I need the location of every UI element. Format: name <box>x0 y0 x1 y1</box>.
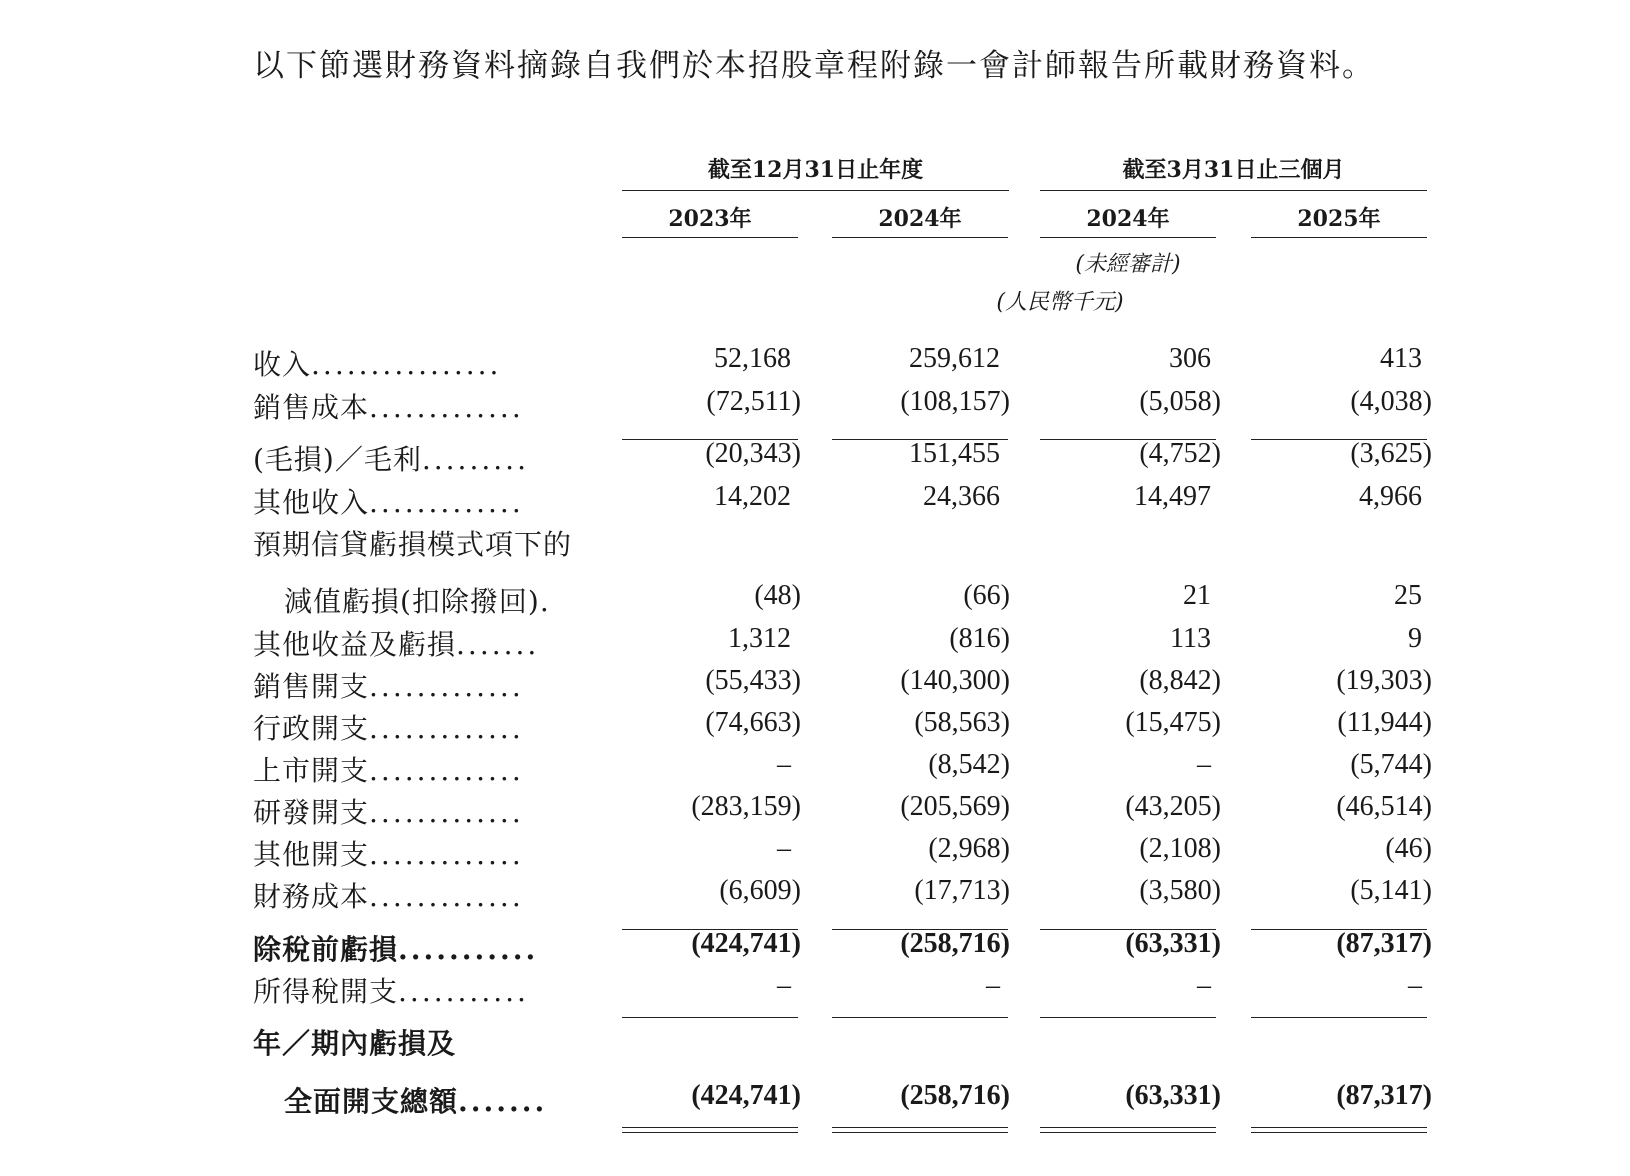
cell-value: 306 <box>1169 343 1211 374</box>
cell-value: 259,612 <box>909 343 1000 374</box>
cell-value: 413 <box>1380 343 1422 374</box>
leader-dots: ............. <box>369 712 524 745</box>
cell-value: (15,475) <box>1125 707 1221 738</box>
cell-value: (74,663) <box>705 707 801 738</box>
leader-dots: ............. <box>369 391 524 424</box>
cell-value: (20,343) <box>705 438 801 469</box>
leader-dots: ....... <box>456 628 540 661</box>
row-label <box>253 749 524 789</box>
row-label-text: 除稅前虧損 <box>253 933 399 966</box>
cell-value: – <box>777 833 791 864</box>
cell-value: (58,563) <box>914 707 1010 738</box>
cell-value: (8,542) <box>928 749 1010 780</box>
leader-dots: ......... <box>421 443 529 476</box>
cell-value: (66) <box>963 580 1010 611</box>
currency-unit-note: (人民幣千元) <box>996 290 1124 315</box>
year-rule <box>832 237 1008 238</box>
row-label <box>253 833 524 873</box>
column-rule <box>832 1132 1008 1133</box>
column-rule <box>622 1127 798 1128</box>
row-label-text: 年／期內虧損及 <box>253 1027 457 1060</box>
cell-value: (424,741) <box>691 928 801 959</box>
leader-dots: ............. <box>369 880 524 913</box>
row-label-text: 銷售成本 <box>253 391 370 424</box>
cell-value: (3,580) <box>1139 875 1221 906</box>
column-rule <box>832 929 1008 930</box>
cell-value: 151,455 <box>909 438 1000 469</box>
row-label-text: 預期信貸虧損模式項下的 <box>253 528 573 561</box>
row-label <box>253 623 539 663</box>
cell-value: (46) <box>1385 833 1432 864</box>
column-rule <box>1251 929 1427 930</box>
row-label-text: 其他收益及虧損 <box>253 628 457 661</box>
row-label <box>253 791 524 831</box>
cell-value: (5,141) <box>1350 875 1432 906</box>
cell-value: (46,514) <box>1336 791 1432 822</box>
column-rule <box>832 1017 1008 1018</box>
row-label-text: 銷售開支 <box>253 670 370 703</box>
cell-value: (87,317) <box>1336 928 1432 959</box>
leader-dots: . <box>539 585 552 618</box>
year-rule <box>1251 237 1427 238</box>
column-rule <box>1040 1017 1216 1018</box>
cell-value: (2,108) <box>1139 833 1221 864</box>
cell-value: (63,331) <box>1125 928 1221 959</box>
cell-value: – <box>777 749 791 780</box>
column-rule <box>622 929 798 930</box>
cell-value: (816) <box>949 623 1010 654</box>
year-2024-q1: 2024年 <box>1086 206 1170 232</box>
cell-value: 14,497 <box>1134 481 1211 512</box>
column-rule <box>1251 1132 1427 1133</box>
row-label <box>253 707 524 747</box>
row-label <box>253 523 572 563</box>
leader-dots: ........... <box>398 933 539 966</box>
row-label <box>253 875 524 915</box>
row-label-text: 行政開支 <box>253 712 370 745</box>
row-label <box>253 928 538 968</box>
column-rule <box>832 439 1008 440</box>
intro-paragraph: 以下節選財務資料摘錄自我們於本招股章程附錄一會計師報告所載財務資料。 <box>253 48 1375 84</box>
row-label <box>253 481 524 521</box>
cell-value: (43,205) <box>1125 791 1221 822</box>
cell-value: – <box>986 970 1000 1001</box>
row-label-text: 全面開支總額 <box>284 1085 459 1118</box>
row-label-text: 收入 <box>253 348 312 381</box>
cell-value: (55,433) <box>705 665 801 696</box>
column-rule <box>622 439 798 440</box>
column-rule <box>622 1017 798 1018</box>
cell-value: (8,842) <box>1139 665 1221 696</box>
cell-value: (17,713) <box>914 875 1010 906</box>
cell-value: (48) <box>754 580 801 611</box>
row-label <box>253 665 524 705</box>
column-rule <box>832 1127 1008 1128</box>
cell-value: (258,716) <box>900 1080 1010 1111</box>
cell-value: – <box>777 970 791 1001</box>
column-rule <box>1251 1127 1427 1128</box>
row-label-text: 研發開支 <box>253 796 370 829</box>
row-label <box>253 1022 456 1062</box>
cell-value: (283,159) <box>691 791 801 822</box>
row-label-text: 其他開支 <box>253 838 370 871</box>
row-label-text: 上市開支 <box>253 754 370 787</box>
leader-dots: ........... <box>398 975 529 1008</box>
cell-value: 4,966 <box>1359 481 1422 512</box>
cell-value: (140,300) <box>900 665 1010 696</box>
cell-value: (108,157) <box>900 386 1010 417</box>
column-rule <box>622 1132 798 1133</box>
cell-value: 52,168 <box>714 343 791 374</box>
header-three-months: 截至3月31日止三個月 <box>1122 157 1345 183</box>
leader-dots: ............. <box>369 754 524 787</box>
column-rule <box>1040 1132 1216 1133</box>
year-rule <box>622 237 798 238</box>
cell-value: (6,609) <box>719 875 801 906</box>
cell-value: (258,716) <box>900 928 1010 959</box>
row-label <box>284 580 552 620</box>
cell-value: (63,331) <box>1125 1080 1221 1111</box>
cell-value: (4,038) <box>1350 386 1432 417</box>
cell-value: (4,752) <box>1139 438 1221 469</box>
row-label <box>253 386 524 426</box>
cell-value: – <box>1197 970 1211 1001</box>
row-label-text: 其他收入 <box>253 486 370 519</box>
row-label-text: (毛損)／毛利 <box>253 443 422 476</box>
year-rule <box>1040 237 1216 238</box>
cell-value: (2,968) <box>928 833 1010 864</box>
column-rule <box>1251 439 1427 440</box>
cell-value: 113 <box>1170 623 1211 654</box>
row-label <box>253 438 529 478</box>
leader-dots: ............. <box>369 670 524 703</box>
column-rule <box>1251 1017 1427 1018</box>
cell-value: (19,303) <box>1336 665 1432 696</box>
year-2023: 2023年 <box>668 206 752 232</box>
cell-value: (5,744) <box>1350 749 1432 780</box>
cell-value: 9 <box>1408 623 1422 654</box>
row-label <box>253 343 501 383</box>
header-year-ended: 截至12月31日止年度 <box>707 157 924 183</box>
cell-value: (205,569) <box>900 791 1010 822</box>
year-2025-q1: 2025年 <box>1297 206 1381 232</box>
leader-dots: ....... <box>458 1085 548 1118</box>
year-2024-annual: 2024年 <box>878 206 962 232</box>
column-rule <box>1040 439 1216 440</box>
row-label-text: 所得稅開支 <box>253 975 399 1008</box>
column-rule <box>1040 929 1216 930</box>
unaudited-note: (未經審計) <box>1075 252 1181 277</box>
header-rule-b <box>1040 190 1427 191</box>
cell-value: (87,317) <box>1336 1080 1432 1111</box>
cell-value: 14,202 <box>714 481 791 512</box>
cell-value: (3,625) <box>1350 438 1432 469</box>
cell-value: (11,944) <box>1337 707 1432 738</box>
cell-value: – <box>1408 970 1422 1001</box>
leader-dots: ............. <box>369 486 524 519</box>
cell-value: (72,511) <box>706 386 801 417</box>
row-label <box>284 1080 547 1120</box>
row-label-text: 財務成本 <box>253 880 370 913</box>
row-label <box>253 970 529 1010</box>
cell-value: 1,312 <box>728 623 791 654</box>
cell-value: 24,366 <box>923 481 1000 512</box>
cell-value: 25 <box>1394 580 1422 611</box>
column-rule <box>1040 1127 1216 1128</box>
cell-value: 21 <box>1183 580 1211 611</box>
header-rule-a <box>622 190 1009 191</box>
cell-value: (424,741) <box>691 1080 801 1111</box>
leader-dots: ............. <box>369 796 524 829</box>
leader-dots: ................ <box>311 348 502 381</box>
cell-value: – <box>1197 749 1211 780</box>
leader-dots: ............. <box>369 838 524 871</box>
cell-value: (5,058) <box>1139 386 1221 417</box>
row-label-text: 減值虧損(扣除撥回) <box>284 585 540 618</box>
